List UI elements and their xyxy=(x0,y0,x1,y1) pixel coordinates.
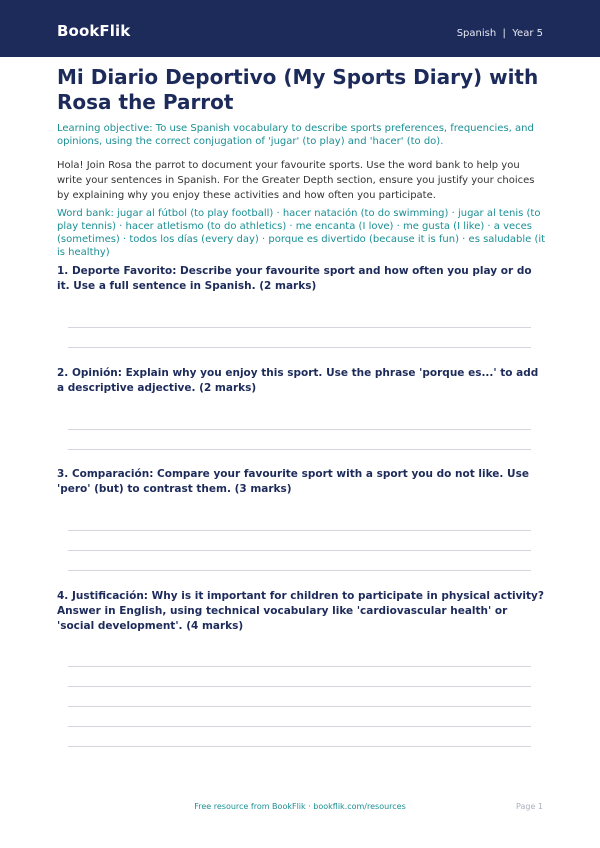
question-3: 3. Comparación: Compare your favourite sport with a sport you do not like. Use 'pero' (but) to contrast them. (3 marks) xyxy=(57,468,529,495)
answer-line[interactable] xyxy=(68,429,531,430)
worksheet-title: Mi Diario Deportivo (My Sports Diary) with Rosa the Parrot xyxy=(57,65,539,114)
answer-line[interactable] xyxy=(68,666,531,667)
answer-line[interactable] xyxy=(68,449,531,450)
page-header xyxy=(0,0,600,57)
question-2: 2. Opinión: Explain why you enjoy this sport. Use the phrase 'porque es...' to add a descriptive adjective. (2 marks) xyxy=(57,367,539,394)
learning-objective: Learning objective: To use Spanish vocabulary to describe sports preferences, frequencies, and opinions, using the correct conjugation of 'jugar' (to play) and 'hacer' (to do). xyxy=(57,123,534,147)
word-bank: Word bank: jugar al fútbol (to play football) · hacer natación (to do swimming) · jugar al tenis (to play tennis) · hacer atletismo (to do athletics) · me encanta (I love) · me gusta (I like) · a veces (sometimes) · todos los días (every day) · porque es divertido (because it is fun) · es saludable (it is healthy) xyxy=(57,208,546,258)
answer-line[interactable] xyxy=(68,706,531,707)
answer-line[interactable] xyxy=(68,686,531,687)
page-number: Page 1 xyxy=(516,802,543,811)
answer-line[interactable] xyxy=(68,550,531,551)
answer-line[interactable] xyxy=(68,530,531,531)
answer-line[interactable] xyxy=(68,327,531,328)
answer-line[interactable] xyxy=(68,746,531,747)
answer-line[interactable] xyxy=(68,570,531,571)
question-1: 1. Deporte Favorito: Describe your favourite sport and how often you play or do it. Use a full sentence in Spanish. (2 marks) xyxy=(57,265,532,292)
brand-logo-text: BookFlik xyxy=(57,22,131,40)
question-4: 4. Justificación: Why is it important for children to participate in physical activity? Answer in English, using technical vocabulary like 'cardiovascular health' or 'social development'. (4 marks) xyxy=(57,590,544,632)
intro-text: Hola! Join Rosa the parrot to document your favourite sports. Use the word bank to help you write your sentences in Spanish. For the Greater Depth section, ensure you justify your choices by explaining why you enjoy these activities and how often you participate. xyxy=(57,160,535,201)
answer-line[interactable] xyxy=(68,347,531,348)
subject-label: Spanish xyxy=(456,28,497,39)
footer-link[interactable]: Free resource from BookFlik · bookflik.com/resources xyxy=(194,802,406,811)
header-separator: | xyxy=(502,28,506,39)
year-label: Year 5 xyxy=(512,28,543,39)
answer-line[interactable] xyxy=(68,726,531,727)
subject-year-label xyxy=(457,28,543,39)
